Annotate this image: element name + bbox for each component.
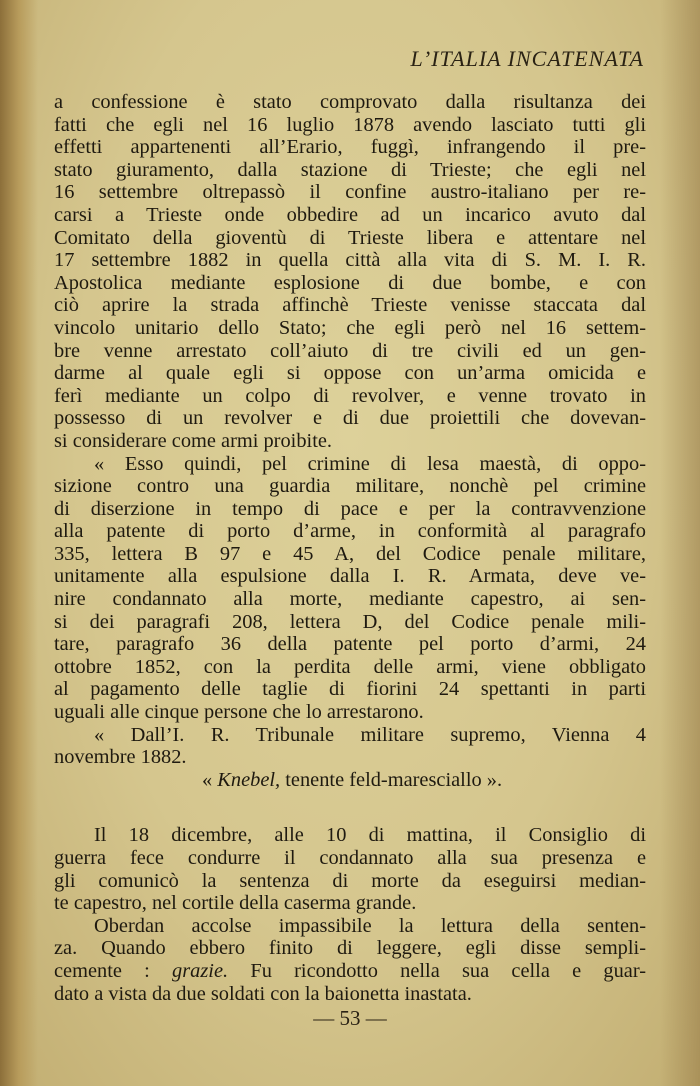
paragraph-3 [54,724,646,769]
text-line: effetti appartenenti all’Erario, fuggì, infrangendo il pre- [54,136,646,159]
text-line: di diserzione in tempo di pace e per la contravvenzione [54,497,646,520]
text-line: sizione contro una guardia militare, nonchè pel crimine [54,475,646,498]
text-line: unitamente alla espulsione dalla I. R. Armata, deve ve- [54,565,646,588]
text-line: vincolo unitario dello Stato; che egli però nel 16 settem- [54,316,646,339]
paragraph-4 [54,824,646,914]
text-line: bre venne arrestato coll’aiuto di tre civili ed un gen- [54,339,646,362]
running-title: L’ITALIA INCATENATA [410,46,644,71]
text-line: nire condannato alla morte, mediante capestro, ai sen- [54,588,646,611]
text-line: fatti che egli nel 16 luglio 1878 avendo lasciato tutti gli [54,113,646,136]
text-run: Fu ricondotto nella sua cella e guar- [228,959,646,982]
text-line: ottobre 1852, con la perdita delle armi, viene obbligato [54,655,646,678]
signature-open: « [202,768,218,791]
text-line: si dei paragrafi 208, lettera D, del Codice penale mili- [54,610,646,633]
text-run-italic: grazie. [172,959,229,982]
text-line: possesso di un revolver e di due proiettili che dovevan- [54,407,646,430]
text-line: dato a vista da due soldati con la baionetta inastata. [54,982,472,1005]
text-line: tare, paragrafo 36 della patente pel porto d’armi, 24 [54,633,646,656]
text-run: cemente : [54,959,173,982]
text-line: « Dall’I. R. Tribunale militare supremo, Vienna 4 [94,723,646,746]
text-line: a confessione è stato comprovato dalla risultanza dei [54,91,646,113]
text-line: ciò aprire la strada affinchè Trieste venisse staccata dal [54,294,646,317]
text-line: Il 18 dicembre, alle 10 di mattina, il Consiglio di [94,824,646,847]
paragraph-2 [54,453,646,724]
text-line: Comitato della gioventù di Trieste libera e attentare nel [54,226,646,249]
text-line: novembre 1882. [54,746,187,769]
text-line: za. Quando ebbero finito di leggere, egli disse sempli- [54,937,646,960]
text-line: carsi a Trieste onde obbedire ad un incarico avuto dal [54,203,646,226]
paragraph-1 [54,91,646,453]
text-line: stato giuramento, dalla stazione di Trieste; che egli nel [54,158,646,181]
signature-rest: tenente feld-maresciallo ». [280,768,503,791]
page-body [54,91,646,1005]
text-line: 17 settembre 1882 in quella città alla vita di S. M. I. R. [54,249,646,272]
page-number: — 53 — [313,1006,387,1030]
text-line: ferì mediante un colpo di revolver, e venne trovato in [54,384,646,407]
text-line: 16 settembre oltrepassò il confine austro-italiano per re- [54,181,646,204]
text-line: alla patente di porto d’arme, in conformità al paragrafo [54,520,646,543]
text-line: al pagamento delle taglie di fiorini 24 spettanti in parti [54,678,646,701]
signature-name: Knebel, [217,768,281,791]
paragraph-5 [54,915,646,1005]
text-line: « Esso quindi, pel crimine di lesa maestà, di oppo- [94,452,646,475]
text-line: si considerare come armi proibite. [54,429,333,452]
text-line: Oberdan accolse impassibile la lettura della senten- [94,914,646,937]
section-gap [54,791,646,824]
text-line: gli comunicò la sentenza di morte da eseguirsi median- [54,869,646,892]
text-line: uguali alle cinque persone che lo arrestarono. [54,701,424,724]
text-line: guerra fece condurre il condannato alla sua presenza e [54,847,646,869]
text-line-mixed [54,960,646,983]
text-line: darme al quale egli si oppose con un’arma omicida e [54,362,646,385]
signature-line [54,769,646,792]
text-line: Apostolica mediante esplosione di due bombe, e con [54,271,646,294]
text-line: te capestro, nel cortile della caserma grande. [54,892,417,915]
text-line: 335, lettera B 97 e 45 A, del Codice penale militare, [54,542,646,565]
